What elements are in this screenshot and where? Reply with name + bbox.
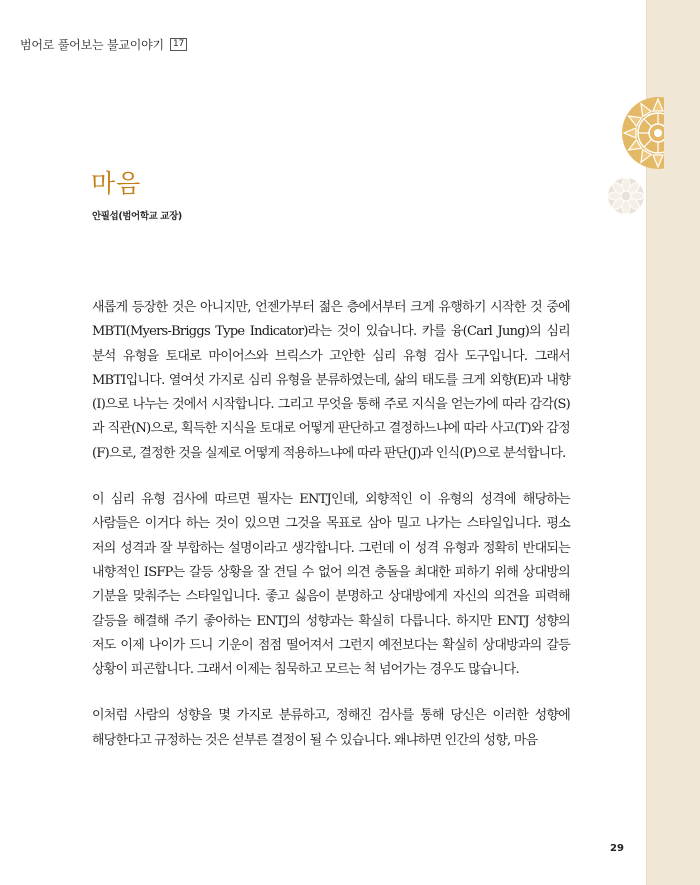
article-title: 마음 (91, 169, 142, 198)
body-paragraph: 이 심리 유형 검사에 따르면 필자는 ENTJ인데, 외향적인 이 유형의 성격에 해당하는 사람들은 이거다 하는 것이 있으면 그것을 목표로 삼아 밀고 나가는 스타일입니다. 평소 저의 성격과 잘 부합하는 설명이라고 생각합니다. 그런데 이 성격 유형과 정확히 반대되는 내향적인 ISFP는 갈등 상황을 잘 견딜 수 없어 의견 충돌을 최대한 피하기 위해 상대방의 기분을 맞춰주는 스타일입니다. 좋고 싫음이 분명하고 상대방에게 자신의 의견을 피력해 갈등을 해결해 주기 좋아하는 ENTJ의 성향과는 확실히 다릅니다. 하지만 ENTJ 성향의 저도 이제 나이가 드니 기운이 점점 떨어져서 그런지 예전보다는 확실히 상대방과의 갈등 상황이 피곤합니다. 그래서 이제는 침묵하고 모르는 척 넘어가는 경우도 많습니다. (92, 492, 570, 678)
article-author: 안필섭(범어학교 교장) (92, 211, 182, 222)
running-header (20, 36, 187, 53)
running-title: 범어로 풀어보는 불교이야기 (20, 38, 164, 52)
dharma-wheel-icon (620, 96, 664, 170)
page-number: 29 (610, 843, 624, 854)
lotus-flower-icon (606, 176, 646, 216)
body-paragraph: 이처럼 사람의 성향을 몇 가지로 분류하고, 정해진 검사를 통해 당신은 이러한 성향에 해당한다고 규정하는 것은 섣부른 결정이 될 수 있습니다. 왜냐하면 인간의 성향, 마음 (92, 708, 570, 748)
article-body (92, 296, 570, 775)
issue-number-badge: 17 (170, 38, 187, 51)
body-paragraph: 새롭게 등장한 것은 아니지만, 언젠가부터 젊은 층에서부터 크게 유행하기 시작한 것 중에 MBTI(Myers-Briggs Type Indicator)라는 것이 있습니다. 카를 융(Carl Jung)의 심리 분석 유형을 토대로 마이어스와 브릭스가 고안한 심리 유형 검사 도구입니다. 그래서 MBTI입니다. 열여섯 가지로 심리 유형을 분류하였는데, 삶의 태도를 크게 외향(E)과 내향(I)으로 나누는 것에서 시작합니다. 그리고 무엇을 통해 주로 지식을 얻는가에 따라 감각(S)과 직관(N)으로, 획득한 지식을 토대로 어떻게 판단하고 결정하느냐에 따라 사고(T)와 감정(F)으로, 결정한 것을 실제로 어떻게 적용하느냐에 따라 판단(J)과 인식(P)으로 분석합니다. (92, 300, 570, 461)
